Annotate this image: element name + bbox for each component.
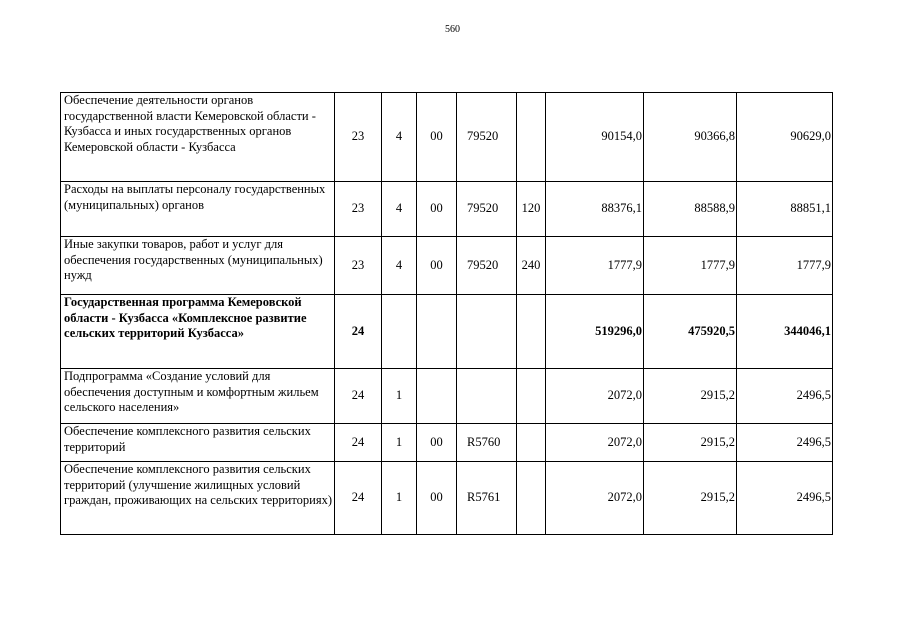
cell-expense-type [517, 462, 546, 535]
cell-year-1: 90154,0 [546, 93, 644, 182]
cell-program: 24 [335, 369, 382, 424]
cell-year-2: 2915,2 [644, 424, 737, 462]
table-row [61, 237, 833, 295]
cell-year-1: 2072,0 [546, 424, 644, 462]
cell-subprogram: 1 [382, 369, 417, 424]
cell-year-3: 90629,0 [737, 93, 833, 182]
cell-year-2: 88588,9 [644, 182, 737, 237]
cell-year-3: 2496,5 [737, 369, 833, 424]
row-name: Обеспечение комплексного развития сельских территорий [61, 424, 335, 462]
cell-program: 24 [335, 462, 382, 535]
cell-year-2: 1777,9 [644, 237, 737, 295]
cell-year-1: 2072,0 [546, 369, 644, 424]
cell-year-3: 2496,5 [737, 462, 833, 535]
cell-expense-type [517, 93, 546, 182]
budget-table [60, 92, 833, 535]
cell-subprogram: 4 [382, 237, 417, 295]
cell-program: 24 [335, 424, 382, 462]
cell-year-1: 88376,1 [546, 182, 644, 237]
cell-code [457, 369, 517, 424]
cell-year-2: 2915,2 [644, 369, 737, 424]
cell-direction: 00 [417, 462, 457, 535]
cell-program: 23 [335, 93, 382, 182]
cell-year-2: 475920,5 [644, 295, 737, 369]
cell-year-3: 2496,5 [737, 424, 833, 462]
table-row [61, 424, 833, 462]
cell-expense-type: 240 [517, 237, 546, 295]
cell-program: 24 [335, 295, 382, 369]
cell-year-1: 1777,9 [546, 237, 644, 295]
cell-program: 23 [335, 237, 382, 295]
cell-code: 79520 [457, 182, 517, 237]
cell-expense-type [517, 369, 546, 424]
cell-expense-type [517, 295, 546, 369]
table-row [61, 462, 833, 535]
cell-direction: 00 [417, 182, 457, 237]
cell-direction [417, 369, 457, 424]
cell-direction: 00 [417, 424, 457, 462]
cell-subprogram: 1 [382, 462, 417, 535]
cell-code: R5760 [457, 424, 517, 462]
row-name: Расходы на выплаты персоналу государственных (муниципальных) органов [61, 182, 335, 237]
cell-code [457, 295, 517, 369]
cell-year-3: 88851,1 [737, 182, 833, 237]
cell-year-1: 2072,0 [546, 462, 644, 535]
cell-year-1: 519296,0 [546, 295, 644, 369]
cell-code: R5761 [457, 462, 517, 535]
cell-year-3: 1777,9 [737, 237, 833, 295]
table-row [61, 369, 833, 424]
cell-year-3: 344046,1 [737, 295, 833, 369]
table-row [61, 93, 833, 182]
table-row [61, 182, 833, 237]
cell-expense-type: 120 [517, 182, 546, 237]
cell-year-2: 2915,2 [644, 462, 737, 535]
cell-code: 79520 [457, 237, 517, 295]
page-number: 560 [445, 24, 460, 35]
cell-subprogram: 4 [382, 182, 417, 237]
cell-year-2: 90366,8 [644, 93, 737, 182]
cell-direction [417, 295, 457, 369]
row-name: Государственная программа Кемеровской области - Кузбасса «Комплексное развитие сельских территорий Кузбасса» [61, 295, 335, 369]
row-name: Подпрограмма «Создание условий для обеспечения доступным и комфортным жильем сельского населения» [61, 369, 335, 424]
row-name: Обеспечение деятельности органов государственной власти Кемеровской области - Кузбасса и иных государственных органов Кемеровской области - Кузбасса [61, 93, 335, 182]
cell-code: 79520 [457, 93, 517, 182]
cell-program: 23 [335, 182, 382, 237]
row-name: Иные закупки товаров, работ и услуг для обеспечения государственных (муниципальных) нужд [61, 237, 335, 295]
cell-direction: 00 [417, 93, 457, 182]
cell-direction: 00 [417, 237, 457, 295]
table-row [61, 295, 833, 369]
cell-subprogram: 4 [382, 93, 417, 182]
cell-subprogram [382, 295, 417, 369]
row-name: Обеспечение комплексного развития сельских территорий (улучшение жилищных условий граждан, проживающих на сельских территориях) [61, 462, 335, 535]
cell-subprogram: 1 [382, 424, 417, 462]
cell-expense-type [517, 424, 546, 462]
